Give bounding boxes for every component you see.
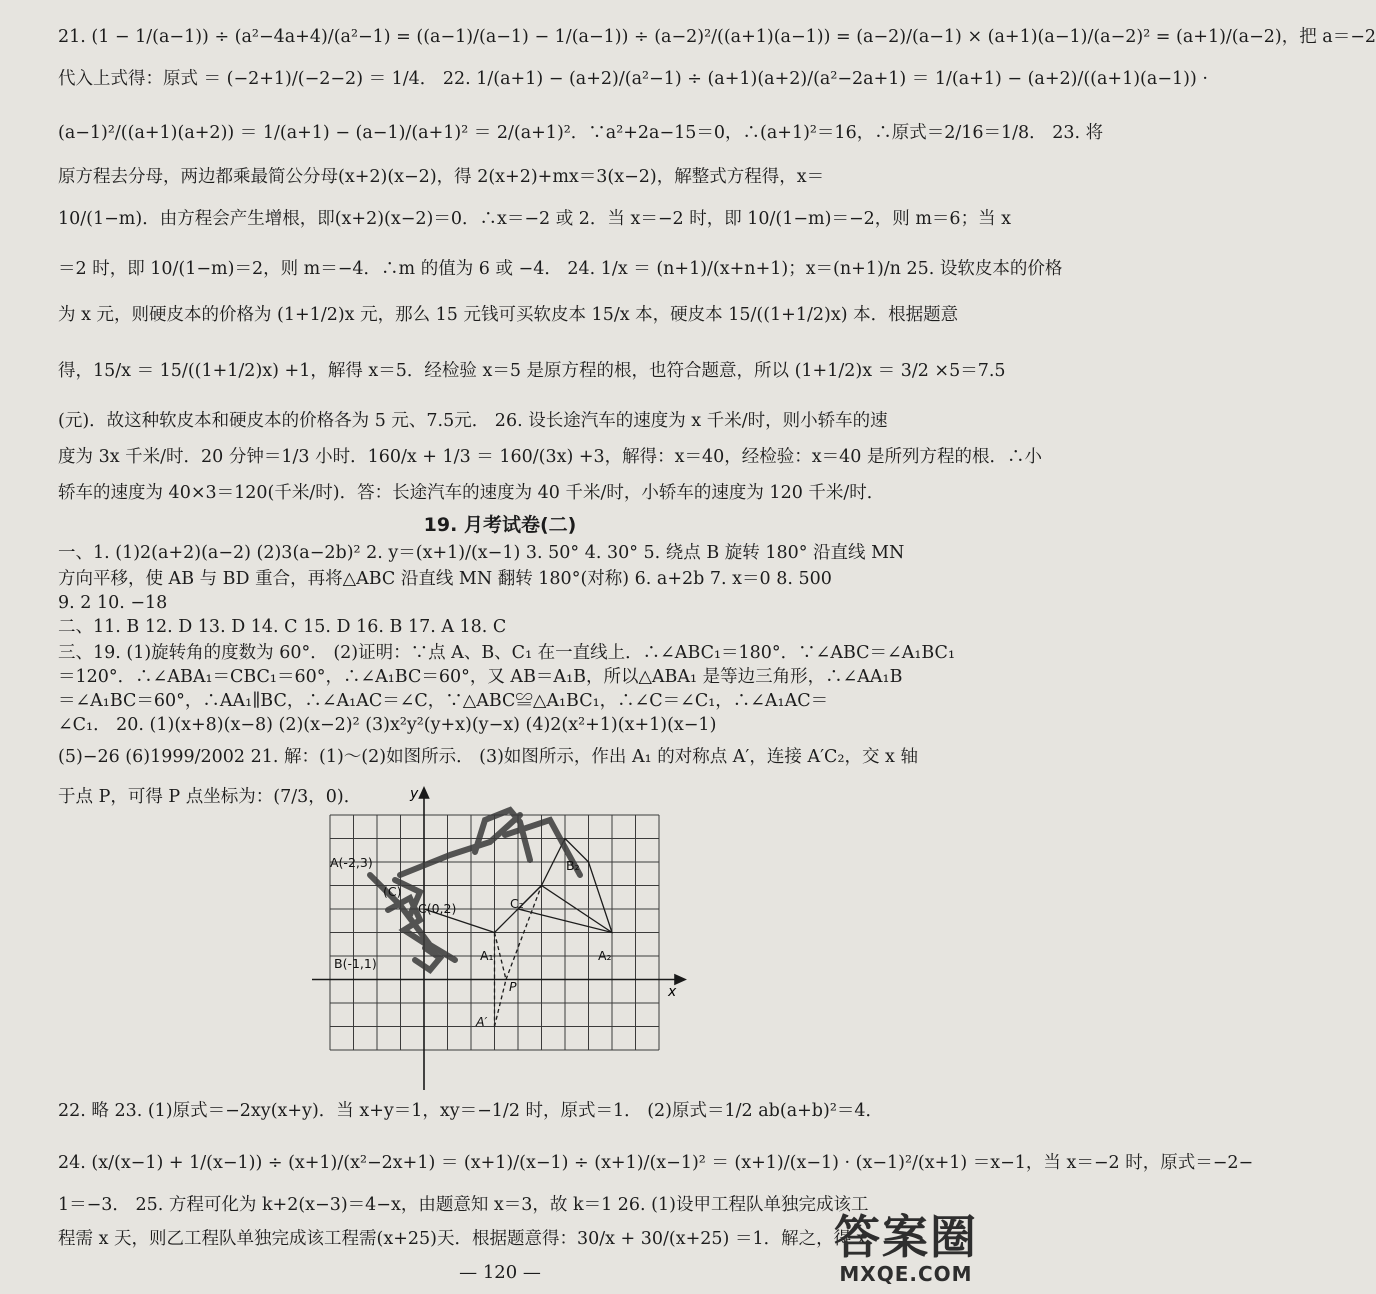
label-a: A(-2,3) [330, 855, 373, 870]
text-line: 得，15/x ＝ 15/((1+1/2)x) +1，解得 x＝5．经检验 x＝5 是原方程的根，也符合题意，所以 (1+1/2)x ＝ 3/2 ×5＝7.5 [58, 361, 1006, 381]
text-line: 一、1. (1)2(a+2)(a−2) (2)3(a−2b)² 2. y＝(x+1)/(x−1) 3. 50° 4. 30° 5. 绕点 B 旋转 180° 沿直线 MN [58, 543, 905, 563]
watermark-url: MXQE.COM [839, 1262, 973, 1286]
coordinate-grid-figure [300, 780, 700, 1090]
label-c: C(0,2) [418, 901, 457, 916]
label-c1: (C) [383, 884, 402, 899]
label-b2: B₂ [566, 858, 580, 873]
text-line: 24. (x/(x−1) + 1/(x−1)) ÷ (x+1)/(x²−2x+1) ＝ (x+1)/(x−1) ÷ (x+1)/(x−1)² ＝ (x+1)/(x−1) · (x−1)²/(x+1) ＝x−1，当 x＝−2 时，原式＝−2− [58, 1153, 1254, 1173]
text-line: 9. 2 10. −18 [58, 593, 168, 613]
text-line: 轿车的速度为 40×3＝120(千米/时)．答：长途汽车的速度为 40 千米/时，小轿车的速度为 120 千米/时． [58, 483, 885, 503]
text-line: 程需 x 天，则乙工程队单独完成该工程需(x+25)天．根据题意得：30/x + 30/(x+25) ＝1．解之，得 x [58, 1229, 867, 1249]
text-line: 二、11. B 12. D 13. D 14. C 15. D 16. B 17. A 18. C [58, 617, 507, 637]
text-line: (元)．故这种软皮本和硬皮本的价格各为 5 元、7.5元． 26. 设长途汽车的速度为 x 千米/时，则小轿车的速 [58, 411, 888, 431]
label-b: B(-1,1) [334, 956, 377, 971]
text-line: ＝2 时，即 10/(1−m)＝2，则 m＝−4．∴m 的值为 6 或 −4． 24. 1/x ＝ (n+1)/(x+n+1)；x＝(n+1)/n 25. 设软皮本的价格 [58, 259, 1063, 279]
text-line: 1＝−3． 25. 方程可化为 k+2(x−3)＝4−x，由题意知 x＝3，故 k＝1 26. (1)设甲工程队单独完成该工 [58, 1195, 869, 1215]
text-line: (a−1)²/((a+1)(a+2)) ＝ 1/(a+1) − (a−1)/(a+1)² ＝ 2/(a+1)²．∵a²+2a−15＝0，∴(a+1)²＝16，∴原式＝2/16＝1/8． 23. 将 [58, 123, 1104, 143]
text-line: 21. (1 − 1/(a−1)) ÷ (a²−4a+4)/(a²−1) = ((a−1)/(a−1) − 1/(a−1)) ÷ (a−2)²/((a+1)(a−1)) = (a−2)/(a−1) × (a+1)(a−1)/(a−2)² = (a+1)/(a−2)，把 a＝−2 [58, 27, 1376, 47]
text-line: 为 x 元，则硬皮本的价格为 (1+1/2)x 元，那么 15 元钱可买软皮本 15/x 本，硬皮本 15/((1+1/2)x) 本．根据题意 [58, 305, 959, 325]
label-p: P [509, 979, 517, 994]
watermark-logo: 答案圈 [834, 1210, 978, 1264]
label-a-prime: A′ [476, 1014, 488, 1029]
y-axis-label: y [410, 786, 419, 802]
text-line: 代入上式得：原式 ＝ (−2+1)/(−2−2) ＝ 1/4． 22. 1/(a+1) − (a+2)/(a²−1) ÷ (a+1)(a+2)/(a²−2a+1) ＝ 1/(a+1) − (a+2)/((a+1)(a−1)) · [58, 69, 1208, 89]
section-title: 19. 月考试卷(二) [423, 514, 577, 536]
text-line: (5)−26 (6)1999/2002 21. 解：(1)～(2)如图所示． (3)如图所示，作出 A₁ 的对称点 A′，连接 A′C₂，交 x 轴 [58, 747, 918, 767]
text-line: ∠C₁． 20. (1)(x+8)(x−8) (2)(x−2)² (3)x²y²(y+x)(y−x) (4)2(x²+1)(x+1)(x−1) [58, 715, 717, 735]
y-axis-arrow-icon [420, 788, 429, 798]
text-line: 22. 略 23. (1)原式＝−2xy(x+y)．当 x+y＝1，xy＝−1/2 时，原式＝1． (2)原式＝1/2 ab(a+b)²＝4． [58, 1101, 883, 1121]
text-line: 10/(1−m)．由方程会产生增根，即(x+2)(x−2)＝0．∴x＝−2 或 2．当 x＝−2 时，即 10/(1−m)＝−2，则 m＝6；当 x [58, 209, 1011, 229]
text-line: 三、19. (1)旋转角的度数为 60°． (2)证明：∵点 A、B、C₁ 在一直线上．∴∠ABC₁＝180°．∵∠ABC＝∠A₁BC₁ [58, 643, 955, 663]
label-a2: A₂ [598, 948, 612, 963]
text-line: 原方程去分母，两边都乘最简公分母(x+2)(x−2)，得 2(x+2)+mx＝3(x−2)，解整式方程得，x＝ [58, 167, 825, 187]
watermark [834, 1212, 978, 1286]
x-axis-arrow-icon [675, 975, 685, 984]
text-line: ＝120°．∴∠ABA₁＝CBC₁＝60°，∴∠A₁BC＝60°，又 AB＝A₁B，所以△ABA₁ 是等边三角形，∴∠AA₁B [58, 667, 903, 687]
label-a1: A₁ [480, 948, 494, 963]
text-line: 方向平移，使 AB 与 BD 重合，再将△ABC 沿直线 MN 翻转 180°(对称) 6. a+2b 7. x＝0 8. 500 [58, 569, 832, 589]
text-line: ＝∠A₁BC＝60°，∴AA₁∥BC，∴∠A₁AC＝∠C，∵△ABC≌△A₁BC₁，∴∠C＝∠C₁，∴∠A₁AC＝ [58, 691, 829, 711]
page-number: — 120 — [459, 1262, 541, 1283]
text-line: 于点 P，可得 P 点坐标为：(7/3，0)． [58, 787, 362, 807]
label-c2: C₂ [510, 896, 524, 911]
text-line: 度为 3x 千米/时．20 分钟＝1/3 小时．160/x + 1/3 ＝ 160/(3x) +3，解得：x＝40，经检验：x＝40 是所列方程的根．∴小 [58, 447, 1042, 467]
x-axis-label: x [668, 984, 677, 1000]
